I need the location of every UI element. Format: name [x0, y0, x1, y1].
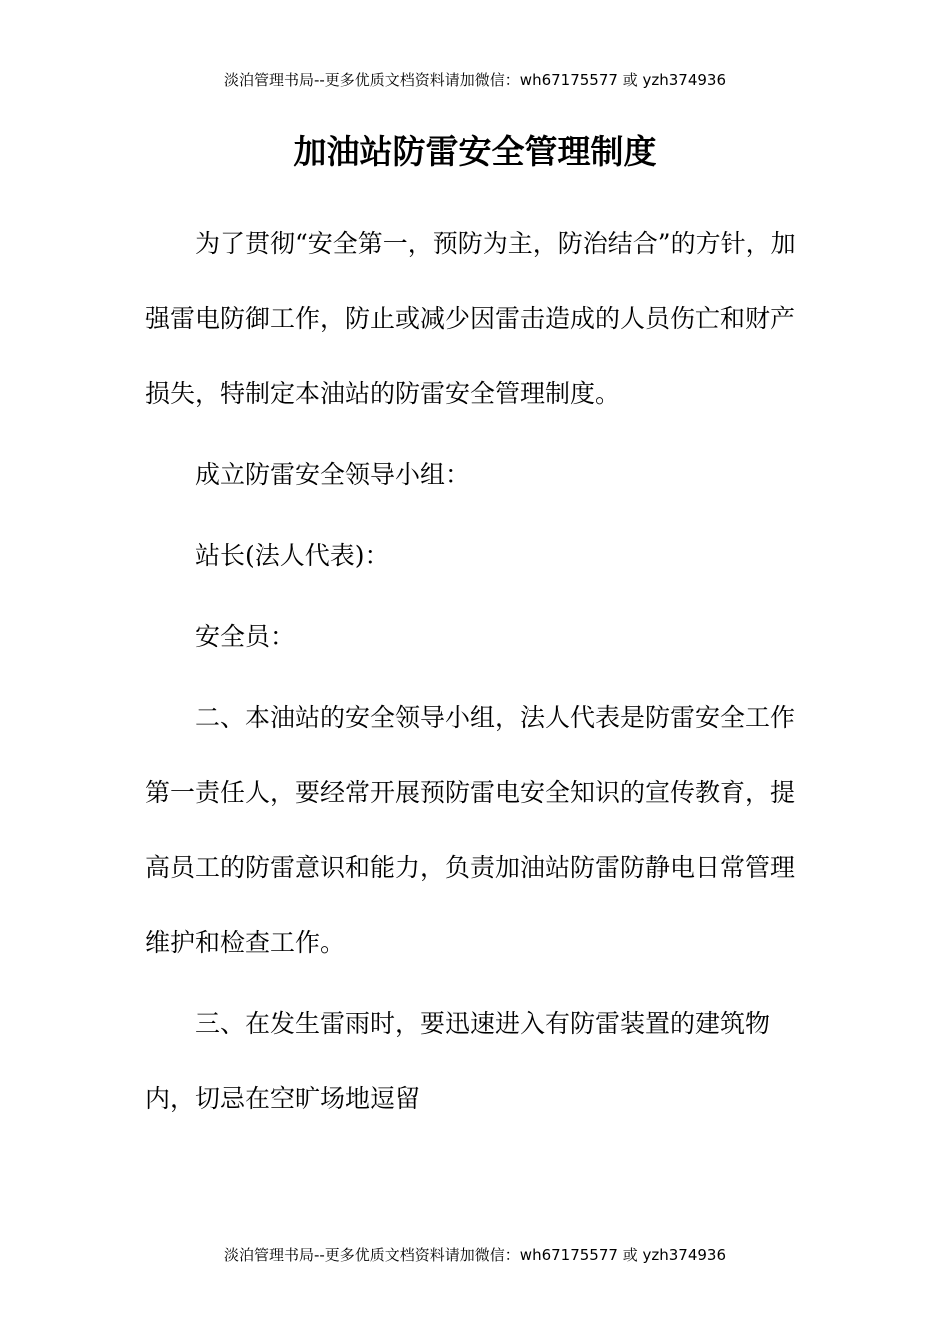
paragraph-safety-officer: 安全员： — [195, 622, 296, 651]
document-title: 加油站防雷安全管理制度 — [293, 132, 657, 171]
paragraph-section-two: 二、本油站的安全领导小组，法人代表是防雷安全工作第一责任人，要经常开展预防雷电安全知识的宣传教育，提高员工的防雷意识和能力，负责加油站防雷防静电日常管理维护和检查工作。 — [145, 703, 796, 957]
paragraph-station-head: 站长(法人代表)： — [195, 541, 390, 570]
document-body — [145, 206, 810, 1142]
paragraph-section-three: 三、在发生雷雨时，要迅速进入有防雷装置的建筑物内，切忌在空旷场地逗留 — [145, 1009, 771, 1113]
footer-watermark-note: 淡泊管理书局--更多优质文档资料请加微信：wh67175577 或 yzh374936 — [223, 1246, 726, 1264]
paragraph-intro: 为了贯彻“安全第一，预防为主，防治结合”的方针，加强雷电防御工作，防止或减少因雷击造成的人员伤亡和财产损失，特制定本油站的防雷安全管理制度。 — [145, 229, 796, 408]
paragraph-leadership-group: 成立防雷安全领导小组： — [195, 460, 471, 489]
header-watermark-note: 淡泊管理书局--更多优质文档资料请加微信：wh67175577 或 yzh374936 — [223, 71, 726, 89]
